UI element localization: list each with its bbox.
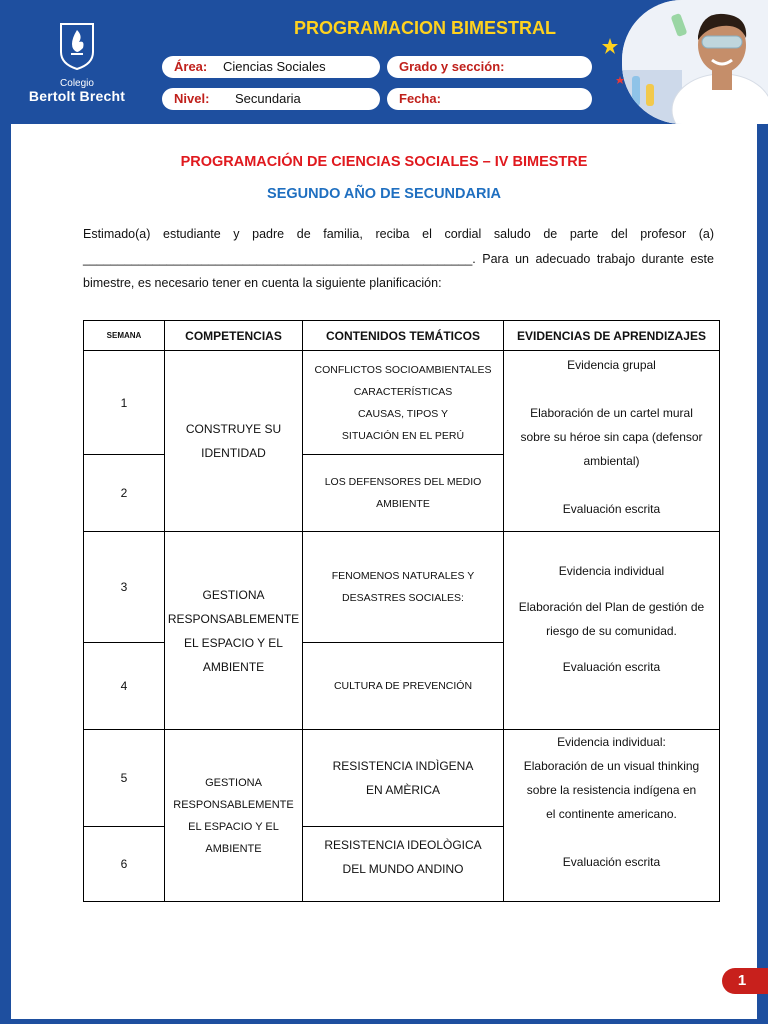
header-competencias: COMPETENCIAS bbox=[165, 321, 303, 351]
contenido-line: FENOMENOS NATURALES Y bbox=[331, 570, 475, 582]
contenido-line: CAUSAS, TIPOS Y bbox=[357, 407, 449, 420]
week-number: 3 bbox=[84, 532, 165, 643]
contenido-line: SITUACIÓN EN EL PERÚ bbox=[341, 429, 465, 442]
week-number: 4 bbox=[84, 643, 165, 730]
week-number: 6 bbox=[84, 827, 165, 902]
evidencia-tipo: Evidencia individual bbox=[558, 563, 665, 578]
evidencia-cell bbox=[504, 730, 720, 902]
school-crest-icon bbox=[59, 22, 95, 70]
contenido-line: RESISTENCIA INDÌGENA bbox=[332, 759, 474, 773]
evidencia-cell bbox=[504, 532, 720, 730]
contenido-cell bbox=[303, 827, 504, 902]
grado-label: Grado y sección: bbox=[399, 59, 505, 74]
contenido-line: EN AMÈRICA bbox=[365, 783, 440, 797]
contenido-line: CARACTERÍSTICAS bbox=[353, 385, 453, 398]
document-page bbox=[11, 124, 757, 1019]
table-row bbox=[84, 351, 720, 455]
week-number: 1 bbox=[84, 351, 165, 455]
evidencia-evaluacion: Evaluación escrita bbox=[562, 659, 661, 674]
student-photo bbox=[622, 0, 768, 124]
nivel-field[interactable] bbox=[162, 88, 380, 110]
header-contenidos: CONTENIDOS TEMÁTICOS bbox=[303, 321, 504, 351]
competencia-text: GESTIONA RESPONSABLEMENTE EL ESPACIO Y EL AMBIENTE bbox=[167, 587, 300, 674]
week-number: 5 bbox=[84, 730, 165, 827]
evidencia-tipo: Evidencia grupal bbox=[567, 358, 656, 372]
planning-table bbox=[83, 320, 720, 902]
evidencia-evaluacion: Evaluación escrita bbox=[562, 502, 661, 516]
fecha-label: Fecha: bbox=[399, 91, 441, 106]
evidencia-producto: Elaboración de un cartel mural sobre su héroe sin capa (defensor ambiental) bbox=[520, 406, 703, 468]
contenido-cell bbox=[303, 643, 504, 730]
contenido-cell bbox=[303, 351, 504, 455]
logo-text-small: Colegio bbox=[60, 78, 94, 89]
document-subtitle: SEGUNDO AÑO DE SECUNDARIA bbox=[267, 186, 501, 202]
evidencia-producto: Elaboración del Plan de gestión de riesgo de su comunidad. bbox=[518, 599, 705, 638]
contenido-line: CULTURA DE PREVENCIÓN bbox=[333, 680, 473, 692]
area-value: Ciencias Sociales bbox=[223, 59, 326, 74]
contenido-line: AMBIENTE bbox=[376, 498, 430, 510]
contenido-line: DESASTRES SOCIALES: bbox=[342, 592, 464, 604]
evidencia-evaluacion: Evaluación escrita bbox=[562, 855, 661, 869]
intro-paragraph: Estimado(a) estudiante y padre de familia, reciba el cordial saludo de parte del profesor (a) ________________________________________________________. Para un adecuado trabajo durante este bimestre, es necesario tener en cuenta la siguiente planificación: bbox=[83, 227, 714, 290]
contenido-line: CONFLICTOS SOCIOAMBIENTALES bbox=[314, 363, 492, 376]
contenido-cell bbox=[303, 730, 504, 827]
contenido-cell bbox=[303, 532, 504, 643]
evidencia-cell bbox=[504, 351, 720, 532]
header-evidencias: EVIDENCIAS DE APRENDIZAJES bbox=[504, 321, 720, 351]
fecha-field[interactable] bbox=[387, 88, 592, 110]
table-header-row bbox=[84, 321, 720, 351]
competencia-cell bbox=[165, 730, 303, 902]
contenido-line: DEL MUNDO ANDINO bbox=[342, 862, 464, 876]
scientist-illustration bbox=[622, 0, 768, 124]
competencia-text: CONSTRUYE SU IDENTIDAD bbox=[185, 422, 282, 460]
header-banner bbox=[0, 0, 768, 124]
document-title: PROGRAMACIÓN DE CIENCIAS SOCIALES – IV BIMESTRE bbox=[180, 154, 588, 170]
school-logo bbox=[12, 22, 142, 112]
competencia-cell bbox=[165, 351, 303, 532]
table-row bbox=[84, 730, 720, 827]
header-semana: SEMANA bbox=[84, 321, 165, 351]
page-number-badge: 1 bbox=[722, 968, 768, 994]
evidencia-tipo: Evidencia individual: bbox=[557, 735, 666, 749]
competencia-cell bbox=[165, 532, 303, 730]
area-label: Área: bbox=[174, 59, 208, 74]
evidencia-producto: Elaboración de un visual thinking sobre la resistencia indígena en el continente americano. bbox=[523, 759, 700, 821]
header-title: PROGRAMACION BIMESTRAL bbox=[294, 18, 556, 38]
contenido-cell bbox=[303, 455, 504, 532]
area-field[interactable] bbox=[162, 56, 380, 78]
contenido-line: RESISTENCIA IDEOLÒGICA bbox=[324, 838, 482, 852]
contenido-line: LOS DEFENSORES DEL MEDIO bbox=[324, 476, 482, 488]
grado-field[interactable] bbox=[387, 56, 592, 78]
competencia-text: GESTIONA RESPONSABLEMENTE EL ESPACIO Y EL AMBIENTE bbox=[173, 776, 294, 855]
table-row bbox=[84, 532, 720, 643]
week-number: 2 bbox=[84, 455, 165, 532]
nivel-value: Secundaria bbox=[235, 91, 301, 106]
nivel-label: Nivel: bbox=[174, 91, 210, 106]
logo-text-big: Bertolt Brecht bbox=[28, 88, 126, 104]
